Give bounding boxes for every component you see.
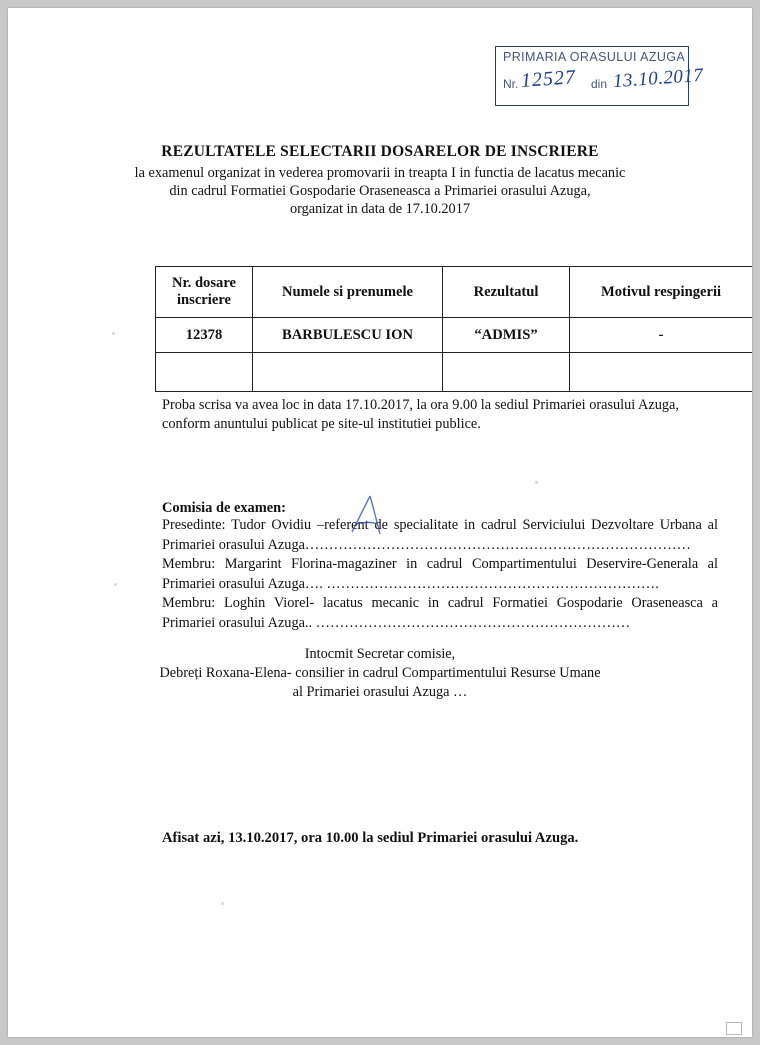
document-heading [68,143,692,218]
handwritten-mark [348,494,392,536]
cell-nume: BARBULESCU ION [253,318,443,353]
stamp-nr-value: 12527 [520,66,577,92]
heading-line-1: la examenul organizat in vederea promovarii in treapta I in functia de lacatus mecanic [134,165,626,181]
stamp-din-label: din [591,77,608,91]
heading-line-3: organizat in data de 17.10.2017 [290,201,470,217]
scan-speck [112,332,115,335]
commission-members [162,516,718,633]
cell-empty-1 [156,353,253,392]
cell-empty-3 [443,353,570,392]
paragraph-proba-scrisa: Proba scrisa va avea loc in data 17.10.2017, la ora 9.00 la sediul Primariei orasului Azuga, conform anuntului publicat pe site-ul institutiei publice. [162,397,679,432]
secretary-name: Debreți Roxana-Elena- consilier in cadrul Compartimentului Resurse Umane [159,665,601,681]
cell-motiv: - [570,318,753,353]
table-header-row [156,267,753,318]
column-header-motiv: Motivul respingerii [570,267,753,318]
scan-speck [114,583,117,586]
page-title: REZULTATELE SELECTARII DOSARELOR DE INSCRIERE [161,143,599,160]
scan-speck [221,902,224,905]
document-page [8,8,752,1037]
commission-member-president: Presedinte: Tudor Ovidiu –referent de specialitate in cadrul Serviciului Dezvoltare Urbana al Primariei orasului Azuga……………………………………………………………………… [162,517,718,553]
commission-member-1: Membru: Margarint Florina-magaziner in cadrul Compartimentului Deservire-Generala al Primariei orasului Azuga…. ……………………………………………………………. [162,556,718,592]
column-header-nr-dosare: Nr. dosare inscriere [156,267,253,318]
cell-empty-4 [570,353,753,392]
stamp-institution: PRIMARIA ORASULUI AZUGA [503,50,686,64]
secretary-block [68,645,692,702]
cell-nr-dosare: 12378 [156,318,253,353]
column-header-nume: Numele si prenumele [253,267,443,318]
registry-stamp [495,46,705,108]
secretary-title: Intocmit Secretar comisie, [304,646,456,662]
heading-line-2: din cadrul Formatiei Gospodarie Oraseneasca a Primariei orasului Azuga, [169,183,591,199]
commission-member-2: Membru: Loghin Viorel- lacatus mecanic in cadrul Formatiei Gospodarie Oraseneasca a Primariei orasului Azuga.. ………………………………………………………… [162,595,718,631]
commission-title: Comisia de examen: [162,500,286,516]
stamp-date-value: 13.10.2017 [612,64,705,93]
results-table [155,266,752,392]
column-header-rezultat: Rezultatul [443,267,570,318]
cell-empty-2 [253,353,443,392]
scan-speck [535,481,538,484]
posting-notice: Afisat azi, 13.10.2017, ora 10.00 la sediul Primariei orasului Azuga. [162,830,579,846]
cell-rezultat: “ADMIS” [443,318,570,353]
table-empty-row [156,353,753,392]
stamp-nr-label: Nr. [503,77,519,91]
table-row [156,318,753,353]
corner-artifact [726,1022,742,1035]
secretary-institution: al Primariei orasului Azuga … [292,684,468,700]
